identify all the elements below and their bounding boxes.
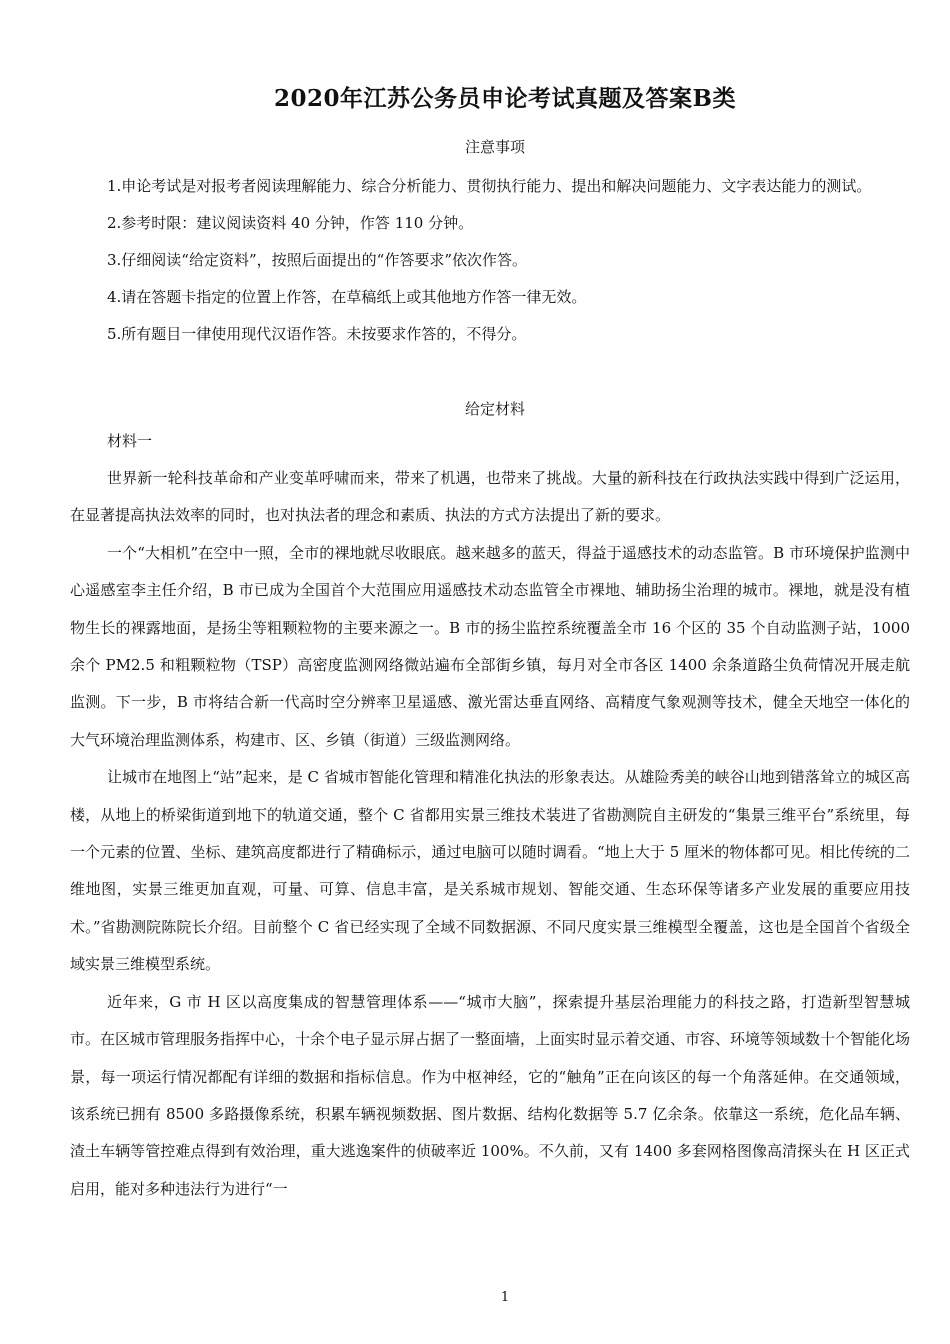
material-paragraph: 一个“大相机”在空中一照，全市的裸地就尽收眼底。越来越多的蓝天，得益于遥感技术的动态监管。B 市环境保护监测中心遥感室李主任介绍，B 市已成为全国首个大范围应用遥感技术动态监管全市裸地、辅助扬尘治理的城市。裸地，就是没有植物生长的裸露地面，是扬尘等粗颗粒物的主要来源之一。B 市的扬尘监控系统覆盖全市 16 个区的 35 个自动监测子站，1000 余个 PM2.5 和粗颗粒物（TSP）高密度监测网络微站遍布全部街乡镇，每月对全市各区 1400 余条道路尘负荷情况开展走航监测。下一步，B 市将结合新一代高时空分辨率卫星遥感、激光雷达垂直网络、高精度气象观测等技术，健全天地空一体化的大气环境治理监测体系，构建市、区、乡镇（街道）三级监测网络。 — [70, 543, 910, 749]
material-paragraph: 世界新一轮科技革命和产业变革呼啸而来，带来了机遇，也带来了挑战。大量的新科技在行政执法实践中得到广泛运用，在显著提高执法效率的同时，也对执法者的理念和素质、执法的方式方法提出了新的要求。 — [70, 469, 910, 525]
notice-item: 1.申论考试是对报考者阅读理解能力、综合分析能力、贯彻执行能力、提出和解决问题能力、文字表达能力的测试。 — [107, 177, 872, 195]
material-body — [70, 460, 910, 1208]
notice-item: 2.参考时限：建议阅读资料 40 分钟，作答 110 分钟。 — [107, 214, 474, 232]
document-title: 2020年江苏公务员申论考试真题及答案B类 — [274, 85, 736, 112]
notice-item: 4.请在答题卡指定的位置上作答，在草稿纸上或其他地方作答一律无效。 — [107, 288, 587, 306]
notice-list — [70, 168, 880, 353]
notice-item: 3.仔细阅读“给定资料”，按照后面提出的“作答要求”依次作答。 — [107, 251, 527, 269]
material-paragraph: 近年来，G 市 H 区以高度集成的智慧管理体系——“城市大脑”，探索提升基层治理能力的科技之路，打造新型智慧城市。在区城市管理服务指挥中心，十余个电子显示屏占据了一整面墙，上面实时显示着交通、市容、环境等领域数十个智能化场景，每一项运行情况都配有详细的数据和指标信息。作为中枢神经，它的“触角”正在向该区的每一个角落延伸。在交通领域，该系统已拥有 8500 多路摄像系统，积累车辆视频数据、图片数据、结构化数据等 5.7 亿余条。依靠这一系统，危化品车辆、渣土车辆等管控难点得到有效治理，重大逃逸案件的侦破率近 100%。不久前，又有 1400 多套网格图像高清探头在 H 区正式启用，能对多种违法行为进行“一 — [70, 992, 911, 1198]
material-heading: 给定材料 — [464, 400, 525, 418]
material-paragraph: 让城市在地图上“站”起来，是 C 省城市智能化管理和精准化执法的形象表达。从雄险秀美的峡谷山地到错落耸立的城区高楼，从地上的桥梁街道到地下的轨道交通，整个 C 省都用实景三维技术装进了省勘测院自主研发的“集景三维平台”系统里，每一个元素的位置、坐标、建筑高度都进行了精确标示，通过电脑可以随时调看。“地上大于 5 厘米的物体都可见。相比传统的二维地图，实景三维更加直观，可量、可算、信息丰富，是关系城市规划、智能交通、生态环保等诸多产业发展的重要应用技术。”省勘测院陈院长介绍。目前整个 C 省已经实现了全域不同数据源、不同尺度实景三维模型全覆盖，这也是全国首个省级全域实景三维模型系统。 — [70, 768, 910, 974]
material-label: 材料一 — [107, 432, 153, 450]
notice-heading: 注意事项 — [464, 138, 525, 156]
notice-item: 5.所有题目一律使用现代汉语作答。未按要求作答的，不得分。 — [107, 325, 527, 343]
page-number: 1 — [500, 1290, 510, 1305]
